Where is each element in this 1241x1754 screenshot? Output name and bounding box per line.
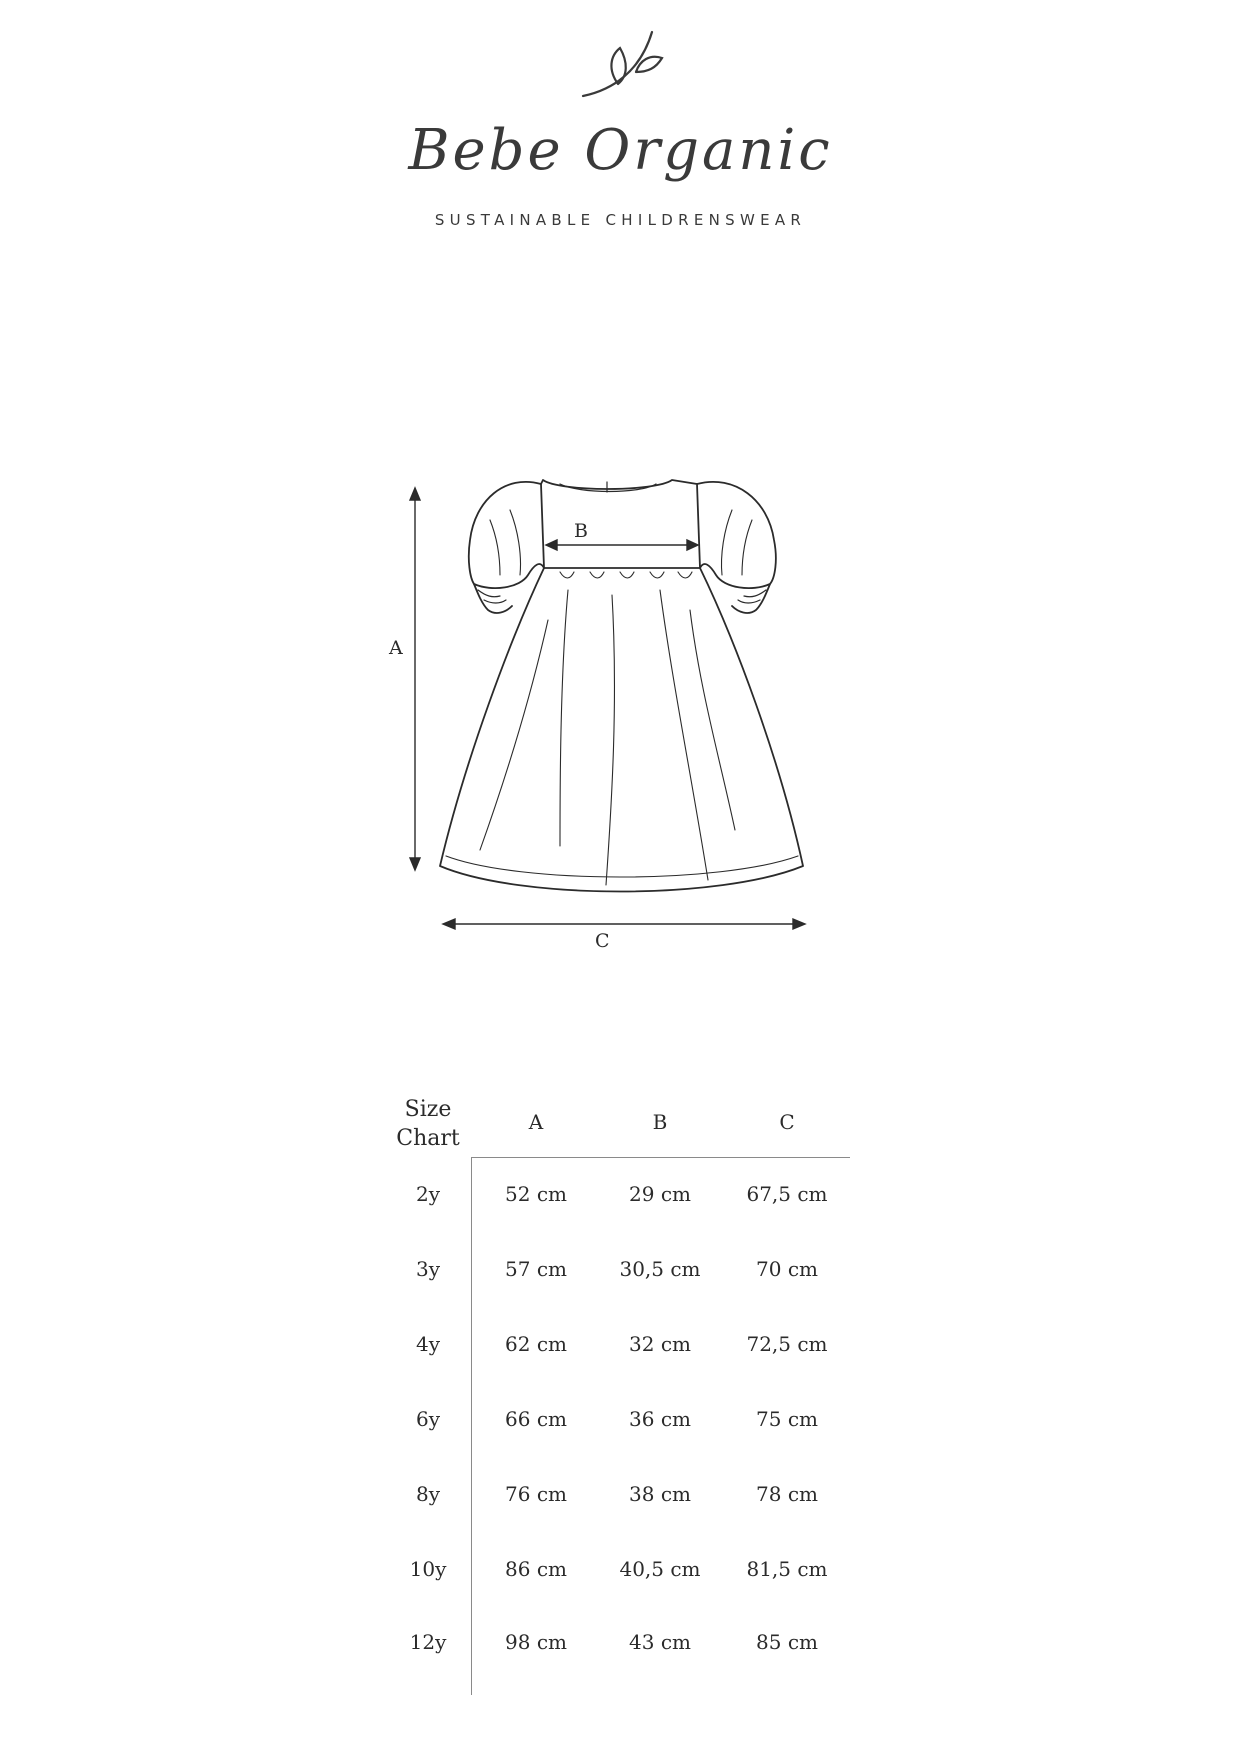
row-size: 3y [415, 1257, 441, 1281]
column-header-c: C [779, 1110, 795, 1134]
column-header-b: B [652, 1110, 668, 1134]
row-value-a: 57 cm [505, 1257, 567, 1281]
row-value-b: 43 cm [629, 1630, 691, 1654]
row-size: 2y [415, 1182, 441, 1206]
row-value-c: 75 cm [756, 1407, 818, 1431]
size-chart-header [396, 1095, 459, 1153]
row-value-c: 85 cm [756, 1630, 818, 1654]
row-value-b: 38 cm [629, 1482, 691, 1506]
row-value-b: 30,5 cm [619, 1257, 701, 1281]
brand-name: Bebe Organic [408, 118, 833, 183]
row-value-b: 36 cm [629, 1407, 691, 1431]
row-size: 8y [415, 1482, 441, 1506]
row-value-a: 62 cm [505, 1332, 567, 1356]
row-size: 6y [415, 1407, 441, 1431]
dimension-b-label: B [574, 520, 588, 542]
dimension-c-label: C [595, 930, 610, 952]
row-size: 10y [409, 1557, 447, 1581]
row-value-a: 98 cm [505, 1630, 567, 1654]
row-value-b: 29 cm [629, 1182, 691, 1206]
row-value-a: 86 cm [505, 1557, 567, 1581]
table-column-divider [471, 1157, 472, 1695]
row-value-b: 32 cm [629, 1332, 691, 1356]
row-value-a: 52 cm [505, 1182, 567, 1206]
row-value-c: 72,5 cm [746, 1332, 828, 1356]
row-size: 12y [409, 1630, 447, 1654]
row-size: 4y [415, 1332, 441, 1356]
row-value-c: 70 cm [756, 1257, 818, 1281]
dimension-a-label: A [389, 637, 403, 659]
column-header-a: A [528, 1110, 544, 1134]
table-header-divider [471, 1157, 850, 1158]
row-value-c: 67,5 cm [746, 1182, 828, 1206]
row-value-c: 81,5 cm [746, 1557, 828, 1581]
row-value-b: 40,5 cm [619, 1557, 701, 1581]
row-value-a: 66 cm [505, 1407, 567, 1431]
row-value-c: 78 cm [756, 1482, 818, 1506]
size-chart-header-line1: Size [404, 1097, 452, 1122]
row-value-a: 76 cm [505, 1482, 567, 1506]
size-chart-header-line2: Chart [396, 1126, 460, 1151]
brand-tagline: SUSTAINABLE CHILDRENSWEAR [434, 211, 807, 229]
